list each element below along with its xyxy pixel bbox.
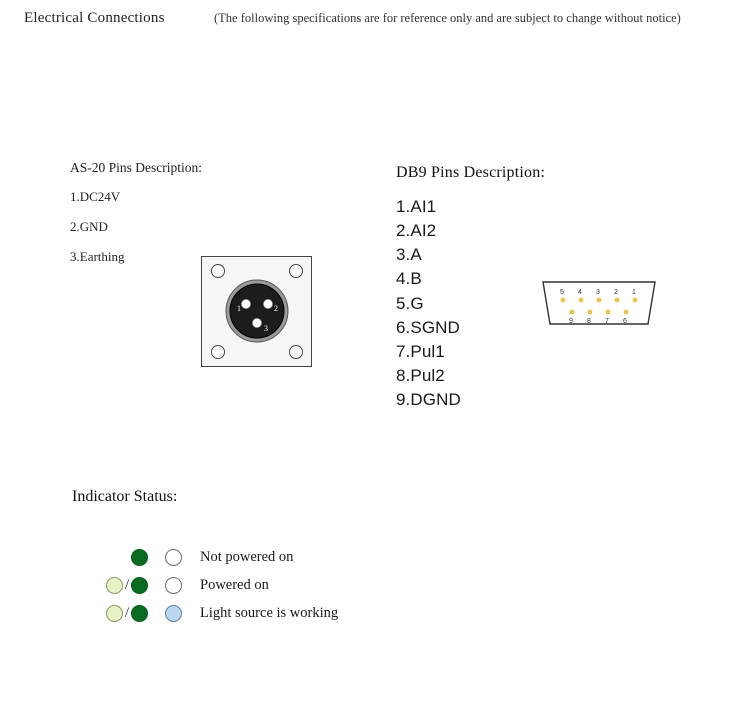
db9-pin-number: 2 (614, 289, 618, 296)
db9-pin-item: 3.A (396, 245, 422, 265)
slash-separator: / (124, 576, 129, 593)
indicator-row (80, 599, 500, 627)
led-green-dark-icon (131, 549, 148, 566)
indicator-row-label: Not powered on (200, 548, 294, 565)
db9-pin-item: 1.AI1 (396, 197, 437, 216)
db9-pin-number: 7 (605, 318, 609, 325)
page-header (24, 10, 714, 27)
db9-pin-number: 9 (569, 318, 573, 325)
indicator-led-group-secondary (148, 577, 194, 594)
db9-pin-number: 8 (587, 318, 591, 325)
indicator-led-group (80, 549, 148, 566)
page-title: Electrical Connections (24, 10, 165, 26)
db9-pin-item: 6.SGND (396, 317, 460, 337)
indicator-row (80, 543, 500, 571)
db9-pin-item: 7.Pul1 (396, 341, 445, 361)
indicator-led-group-secondary (148, 605, 194, 622)
db9-pin-item: 8.Pul2 (396, 365, 445, 385)
indicator-row (80, 571, 500, 599)
led-white-icon (165, 577, 182, 594)
indicator-row-label: Light source is working (200, 604, 339, 621)
led-green-light-icon (106, 605, 123, 622)
db9-pin-item: 2.AI2 (396, 221, 437, 241)
as20-pin-item: 1.DC24V (70, 189, 121, 204)
header-note: (The following specifications are for reference only and are subject to change without notice) (214, 11, 681, 25)
indicator-status-title: Indicator Status: (72, 488, 178, 505)
led-blue-icon (165, 605, 182, 622)
db9-pin-number: 5 (560, 289, 564, 296)
as20-section-title: AS-20 Pins Description: (70, 160, 203, 175)
db9-pin-number: 3 (596, 289, 600, 296)
as20-connector-diagram (201, 256, 312, 372)
db9-pin-number: 4 (578, 289, 582, 296)
led-white-icon (165, 549, 182, 566)
db9-section-title: DB9 Pins Description: (396, 164, 546, 181)
as20-pin-item: 3.Earthing (70, 249, 125, 264)
as20-connector-pin-label: 3 (264, 324, 268, 333)
db9-pin-item: 9.DGND (396, 390, 461, 409)
indicator-led-group (80, 577, 148, 594)
indicator-status-list (80, 543, 500, 627)
db9-pin-item: 4.B (396, 269, 422, 289)
indicator-row-label: Powered on (200, 576, 269, 593)
as20-connector-pin-label: 1 (237, 304, 241, 313)
db9-connector-diagram (540, 280, 658, 330)
indicator-led-group (80, 605, 148, 622)
db9-pin-number: 6 (623, 318, 627, 325)
db9-pin-number: 1 (632, 289, 636, 296)
led-green-light-icon (106, 577, 123, 594)
db9-pin-item: 5.G (396, 293, 424, 313)
indicator-led-group-secondary (148, 549, 194, 566)
slash-separator: / (124, 604, 129, 621)
as20-pin-item: 2.GND (70, 219, 108, 234)
led-green-dark-icon (131, 577, 148, 594)
led-green-dark-icon (131, 605, 148, 622)
as20-connector-pin-label: 2 (274, 304, 278, 313)
